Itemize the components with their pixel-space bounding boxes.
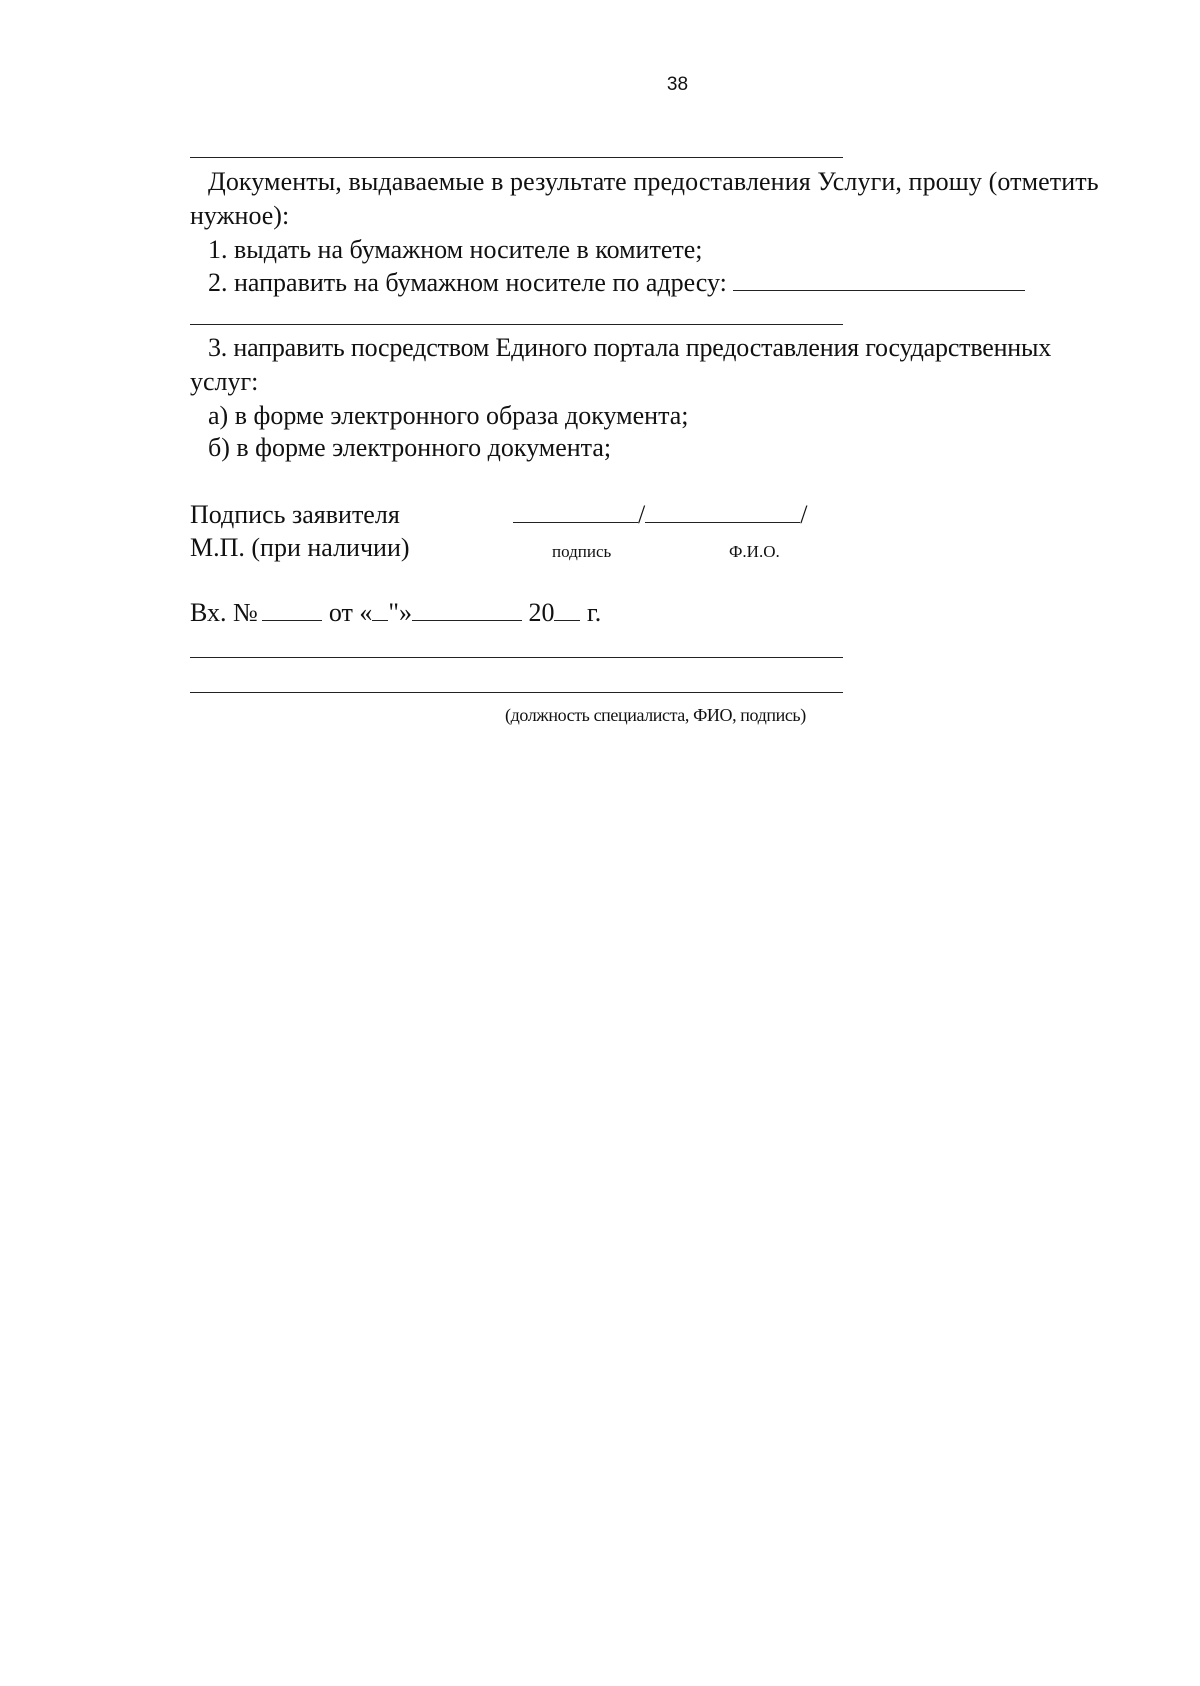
delivery-intro-line2: нужное): [190, 201, 290, 230]
name-caption: Ф.И.О. [729, 542, 780, 561]
signature-fields [513, 500, 807, 530]
incoming-number-field[interactable] [262, 598, 322, 621]
delivery-intro-line1: Документы, выдаваемые в результате предоставления Услуги, прошу (отметить [208, 167, 1099, 196]
year-prefix: 20 [528, 598, 555, 627]
incoming-number-label: Вх. № [190, 598, 258, 627]
specialist-rule-2[interactable] [190, 692, 843, 693]
signature-field[interactable] [513, 500, 638, 523]
specialist-caption: (должность специалиста, ФИО, подпись) [505, 705, 806, 725]
signature-slash-2: / [800, 500, 808, 529]
top-rule [190, 157, 843, 158]
year-suffix: г. [586, 598, 602, 627]
delivery-option-2 [208, 268, 1025, 298]
specialist-rule-1[interactable] [190, 657, 843, 658]
address-continuation-rule[interactable] [190, 324, 843, 325]
delivery-option-2-label: 2. направить на бумажном носителе по адресу: [208, 268, 727, 297]
signature-caption: подпись [552, 542, 612, 561]
registration-line [190, 598, 601, 628]
delivery-option-3-line1: 3. направить посредством Единого портала предоставления государственных [208, 333, 1052, 362]
name-field[interactable] [645, 500, 800, 523]
month-field[interactable] [412, 598, 522, 621]
signature-label: Подпись заявителя [190, 500, 400, 529]
day-field[interactable] [372, 598, 388, 621]
delivery-option-3b: б) в форме электронного документа; [208, 433, 612, 462]
delivery-option-1: 1. выдать на бумажном носителе в комитете; [208, 235, 703, 264]
page-number: 38 [666, 74, 689, 95]
date-from-label: от « [328, 598, 373, 627]
delivery-option-3a: а) в форме электронного образа документа; [208, 401, 689, 430]
date-quote-close: "» [388, 598, 412, 627]
signature-slash-1: / [638, 500, 646, 529]
address-field[interactable] [733, 268, 1025, 291]
year-field[interactable] [554, 598, 580, 621]
stamp-label: М.П. (при наличии) [190, 533, 410, 562]
delivery-option-3-line2: услуг: [190, 367, 259, 396]
